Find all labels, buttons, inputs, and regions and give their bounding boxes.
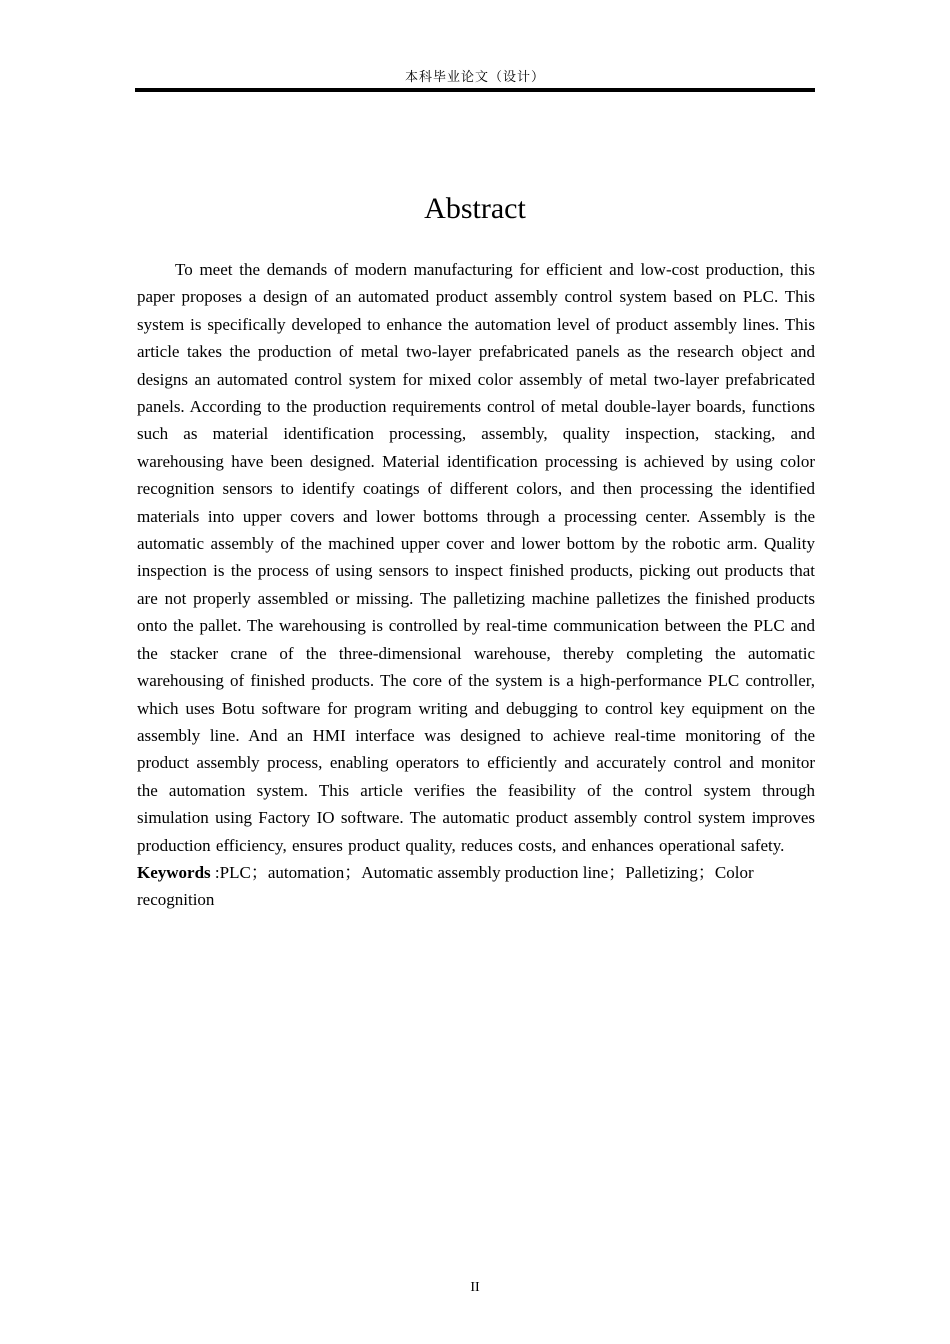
header-text: 本科毕业论文（设计） — [404, 69, 545, 84]
abstract-content — [137, 256, 815, 914]
keywords-label: Keywords — [137, 862, 211, 882]
keywords-line — [137, 859, 815, 914]
page-number: II — [470, 1280, 480, 1295]
abstract-title: Abstract — [424, 192, 526, 225]
page-header — [0, 66, 950, 85]
abstract-body-paragraph: To meet the demands of modern manufacturing for efficient and low-cost production, this paper proposes a design of an automated product assembly control system based on PLC. This system is specifically developed to enhance the automation level of product assembly lines. This article takes the production of metal two-layer prefabricated panels as the research object and designs an automated control system for mixed color assembly of metal two-layer prefabricated panels. According to the production requirements control of metal double-layer boards, functions such as material identification processing, assembly, quality inspection, stacking, and warehousing have been designed. Material identification processing is achieved by using color recognition sensors to identify coatings of different colors, and then processing the identified materials into upper covers and lower bottoms through a processing center. Assembly is the automatic assembly of the machined upper cover and lower bottom by the robotic arm. Quality inspection is the process of using sensors to inspect finished products, picking out products that are not properly assembled or missing. The palletizing machine palletizes the finished products onto the pallet. The warehousing is controlled by real-time communication between the PLC and the stacker crane of the three-dimensional warehouse, thereby completing the automatic warehousing of finished products. The core of the system is a high-performance PLC controller, which uses Botu software for program writing and debugging to control key equipment on the assembly line. And an HMI interface was designed to achieve real-time monitoring of the product assembly process, enabling operators to efficiently and accurately control and monitor the automation system. This article verifies the feasibility of the control system through simulation using Factory IO software. The automatic product assembly control system improves production efficiency, ensures product quality, reduces costs, and enhances operational safety. — [137, 260, 815, 855]
header-rule — [135, 88, 815, 92]
keywords-text: :PLC；automation；Automatic assembly production line；Palletizing；Color recognition — [137, 862, 754, 910]
